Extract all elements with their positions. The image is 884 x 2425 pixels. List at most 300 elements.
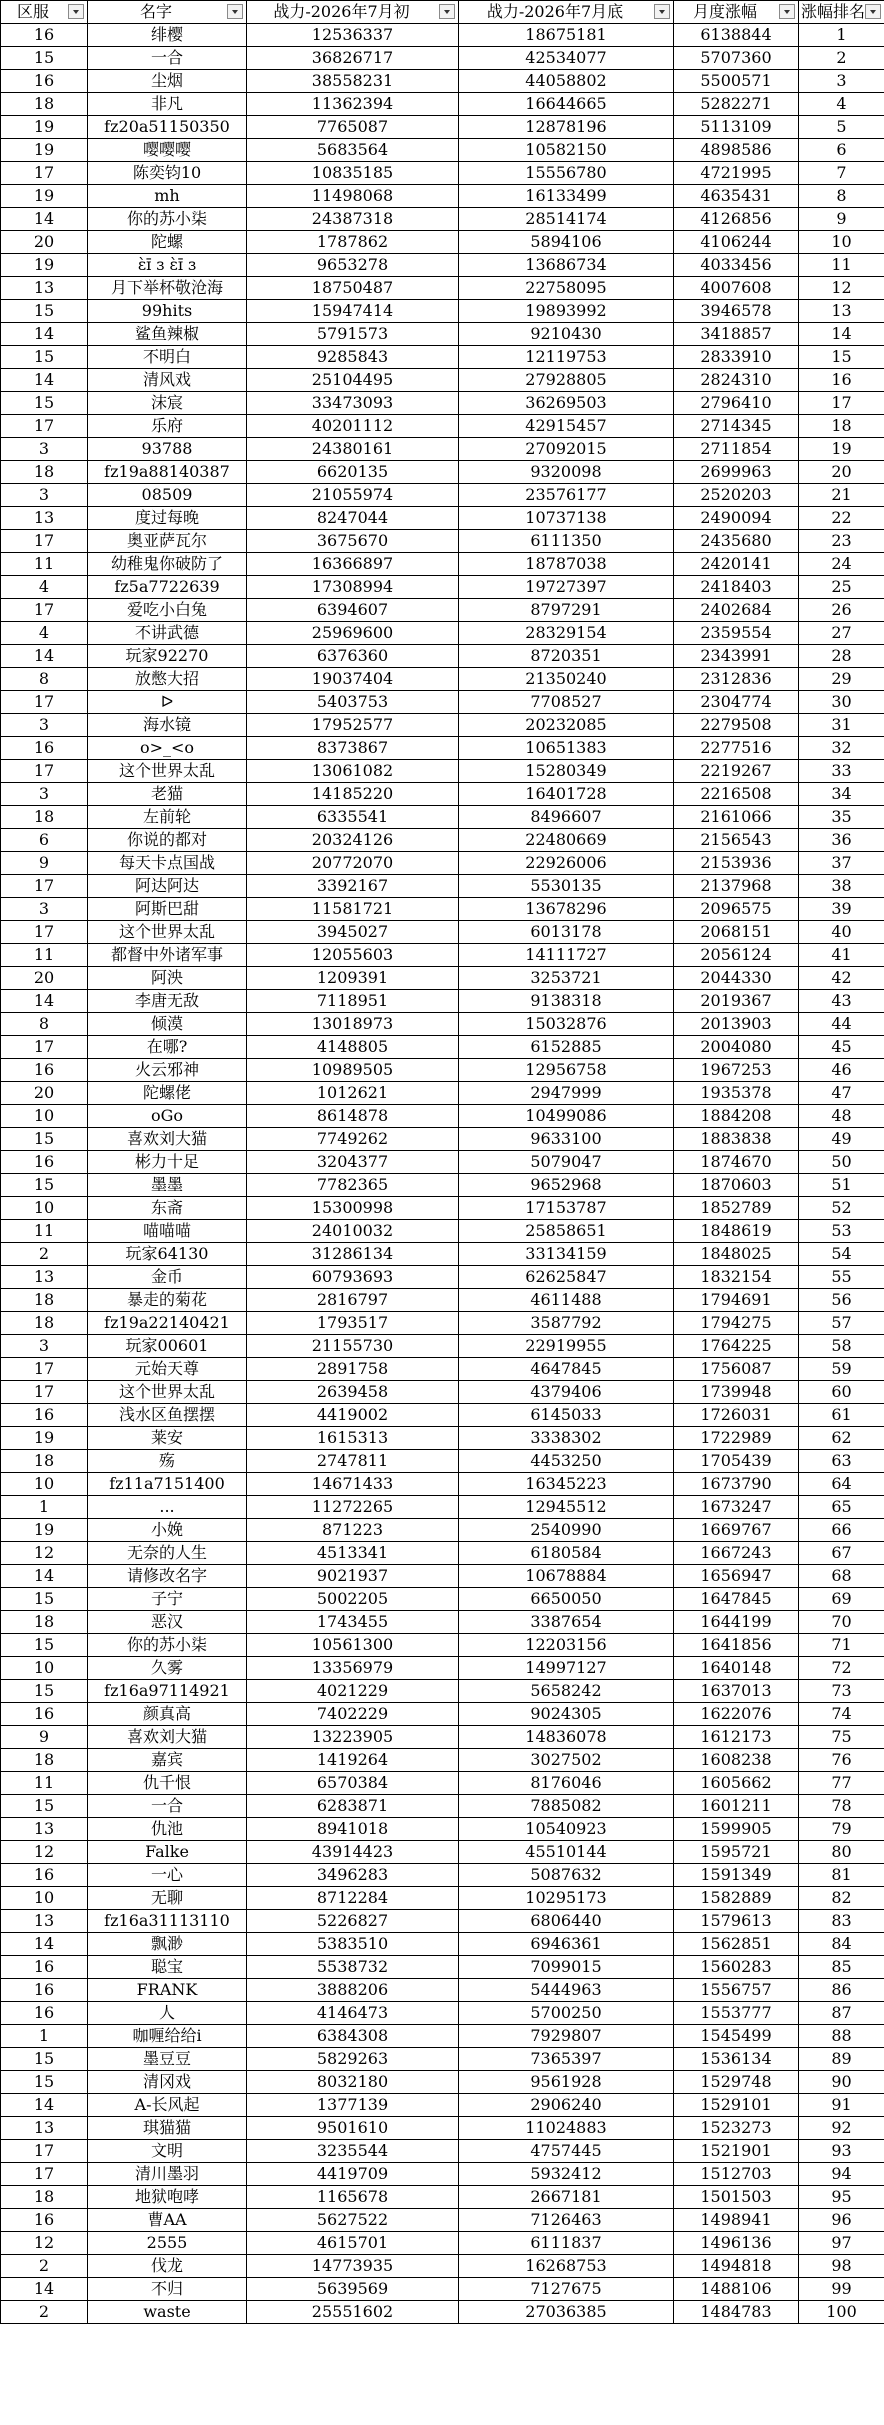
name-cell[interactable]: 伐龙 — [88, 2255, 247, 2278]
server-cell[interactable]: 4 — [1, 576, 88, 599]
power-start-cell[interactable]: 5683564 — [247, 139, 459, 162]
power-start-cell[interactable]: 1743455 — [247, 1611, 459, 1634]
power-end-cell[interactable]: 3338302 — [459, 1427, 674, 1450]
server-cell[interactable]: 18 — [1, 806, 88, 829]
power-end-cell[interactable]: 9320098 — [459, 461, 674, 484]
power-start-cell[interactable]: 1377139 — [247, 2094, 459, 2117]
monthly-gain-cell[interactable]: 2833910 — [674, 346, 799, 369]
power-start-cell[interactable]: 7782365 — [247, 1174, 459, 1197]
monthly-gain-cell[interactable]: 1640148 — [674, 1657, 799, 1680]
monthly-gain-cell[interactable]: 2277516 — [674, 737, 799, 760]
monthly-gain-cell[interactable]: 1608238 — [674, 1749, 799, 1772]
gain-rank-cell[interactable]: 68 — [799, 1565, 884, 1588]
name-cell[interactable]: 一合 — [88, 47, 247, 70]
power-end-cell[interactable]: 15556780 — [459, 162, 674, 185]
power-start-cell[interactable]: 7749262 — [247, 1128, 459, 1151]
power-start-cell[interactable]: 3888206 — [247, 1979, 459, 2002]
server-cell[interactable]: 11 — [1, 1220, 88, 1243]
server-cell[interactable]: 17 — [1, 760, 88, 783]
name-cell[interactable]: 殇 — [88, 1450, 247, 1473]
name-cell[interactable]: fz5a7722639 — [88, 576, 247, 599]
power-start-cell[interactable]: 5226827 — [247, 1910, 459, 1933]
server-cell[interactable]: 18 — [1, 1289, 88, 1312]
name-cell[interactable]: 一合 — [88, 1795, 247, 1818]
power-start-cell[interactable]: 40201112 — [247, 415, 459, 438]
gain-rank-cell[interactable]: 34 — [799, 783, 884, 806]
monthly-gain-cell[interactable]: 1494818 — [674, 2255, 799, 2278]
power-end-cell[interactable]: 20232085 — [459, 714, 674, 737]
power-end-cell[interactable]: 7126463 — [459, 2209, 674, 2232]
gain-rank-cell[interactable]: 89 — [799, 2048, 884, 2071]
monthly-gain-cell[interactable]: 1612173 — [674, 1726, 799, 1749]
monthly-gain-cell[interactable]: 1498941 — [674, 2209, 799, 2232]
gain-rank-cell[interactable]: 23 — [799, 530, 884, 553]
monthly-gain-cell[interactable]: 2824310 — [674, 369, 799, 392]
name-cell[interactable]: Falke — [88, 1841, 247, 1864]
power-start-cell[interactable]: 3392167 — [247, 875, 459, 898]
server-cell[interactable]: 16 — [1, 1703, 88, 1726]
power-end-cell[interactable]: 44058802 — [459, 70, 674, 93]
name-cell[interactable]: 尘烟 — [88, 70, 247, 93]
monthly-gain-cell[interactable]: 4635431 — [674, 185, 799, 208]
server-cell[interactable]: 16 — [1, 1979, 88, 2002]
gain-rank-cell[interactable]: 24 — [799, 553, 884, 576]
server-cell[interactable]: 20 — [1, 1082, 88, 1105]
power-start-cell[interactable]: 38558231 — [247, 70, 459, 93]
monthly-gain-cell[interactable]: 1545499 — [674, 2025, 799, 2048]
power-start-cell[interactable]: 25104495 — [247, 369, 459, 392]
gain-rank-cell[interactable]: 43 — [799, 990, 884, 1013]
server-cell[interactable]: 16 — [1, 737, 88, 760]
filter-dropdown-icon[interactable] — [439, 4, 455, 19]
name-cell[interactable]: 每天卡点国战 — [88, 852, 247, 875]
server-cell[interactable]: 13 — [1, 1910, 88, 1933]
gain-rank-cell[interactable]: 15 — [799, 346, 884, 369]
name-cell[interactable]: 绯樱 — [88, 24, 247, 47]
server-cell[interactable]: 3 — [1, 484, 88, 507]
gain-rank-cell[interactable]: 27 — [799, 622, 884, 645]
name-cell[interactable]: 清冈戏 — [88, 2071, 247, 2094]
name-cell[interactable]: 文明 — [88, 2140, 247, 2163]
server-cell[interactable]: 16 — [1, 2209, 88, 2232]
power-start-cell[interactable]: 1209391 — [247, 967, 459, 990]
name-cell[interactable]: 2555 — [88, 2232, 247, 2255]
gain-rank-cell[interactable]: 33 — [799, 760, 884, 783]
monthly-gain-cell[interactable]: 1484783 — [674, 2301, 799, 2324]
server-cell[interactable]: 8 — [1, 1013, 88, 1036]
gain-rank-cell[interactable]: 48 — [799, 1105, 884, 1128]
monthly-gain-cell[interactable]: 1599905 — [674, 1818, 799, 1841]
name-cell[interactable]: 陈奕钧10 — [88, 162, 247, 185]
name-cell[interactable]: 莱安 — [88, 1427, 247, 1450]
power-end-cell[interactable]: 6806440 — [459, 1910, 674, 1933]
name-cell[interactable]: 琪猫猫 — [88, 2117, 247, 2140]
server-cell[interactable]: 15 — [1, 392, 88, 415]
monthly-gain-cell[interactable]: 1582889 — [674, 1887, 799, 1910]
server-cell[interactable]: 14 — [1, 990, 88, 1013]
gain-rank-cell[interactable]: 53 — [799, 1220, 884, 1243]
name-cell[interactable]: fz11a7151400 — [88, 1473, 247, 1496]
gain-rank-cell[interactable]: 2 — [799, 47, 884, 70]
monthly-gain-cell[interactable]: 2096575 — [674, 898, 799, 921]
gain-rank-cell[interactable]: 11 — [799, 254, 884, 277]
power-start-cell[interactable]: 5639569 — [247, 2278, 459, 2301]
gain-rank-cell[interactable]: 66 — [799, 1519, 884, 1542]
power-end-cell[interactable]: 10295173 — [459, 1887, 674, 1910]
monthly-gain-cell[interactable]: 2153936 — [674, 852, 799, 875]
power-start-cell[interactable]: 12055603 — [247, 944, 459, 967]
power-start-cell[interactable]: 3204377 — [247, 1151, 459, 1174]
name-cell[interactable]: 你说的都对 — [88, 829, 247, 852]
gain-rank-cell[interactable]: 91 — [799, 2094, 884, 2117]
power-end-cell[interactable]: 6013178 — [459, 921, 674, 944]
server-cell[interactable]: 15 — [1, 300, 88, 323]
monthly-gain-cell[interactable]: 1722989 — [674, 1427, 799, 1450]
power-start-cell[interactable]: 871223 — [247, 1519, 459, 1542]
monthly-gain-cell[interactable]: 1673247 — [674, 1496, 799, 1519]
power-end-cell[interactable]: 9210430 — [459, 323, 674, 346]
monthly-gain-cell[interactable]: 1601211 — [674, 1795, 799, 1818]
power-start-cell[interactable]: 6376360 — [247, 645, 459, 668]
power-end-cell[interactable]: 12945512 — [459, 1496, 674, 1519]
power-start-cell[interactable]: 21155730 — [247, 1335, 459, 1358]
power-end-cell[interactable]: 7929807 — [459, 2025, 674, 2048]
power-start-cell[interactable]: 8712284 — [247, 1887, 459, 1910]
power-start-cell[interactable]: 2891758 — [247, 1358, 459, 1381]
power-end-cell[interactable]: 2906240 — [459, 2094, 674, 2117]
monthly-gain-cell[interactable]: 1501503 — [674, 2186, 799, 2209]
server-cell[interactable]: 6 — [1, 829, 88, 852]
name-cell[interactable]: 飘渺 — [88, 1933, 247, 1956]
power-end-cell[interactable]: 22919955 — [459, 1335, 674, 1358]
server-cell[interactable]: 10 — [1, 1197, 88, 1220]
power-end-cell[interactable]: 2667181 — [459, 2186, 674, 2209]
name-cell[interactable]: fz19a22140421 — [88, 1312, 247, 1335]
name-cell[interactable]: 东斋 — [88, 1197, 247, 1220]
name-cell[interactable]: 地狱咆哮 — [88, 2186, 247, 2209]
gain-rank-cell[interactable]: 32 — [799, 737, 884, 760]
gain-rank-cell[interactable]: 50 — [799, 1151, 884, 1174]
server-cell[interactable]: 16 — [1, 24, 88, 47]
power-end-cell[interactable]: 12119753 — [459, 346, 674, 369]
power-start-cell[interactable]: 8941018 — [247, 1818, 459, 1841]
power-end-cell[interactable]: 7127675 — [459, 2278, 674, 2301]
gain-rank-cell[interactable]: 88 — [799, 2025, 884, 2048]
gain-rank-cell[interactable]: 17 — [799, 392, 884, 415]
name-cell[interactable]: 你的苏小柒 — [88, 208, 247, 231]
power-end-cell[interactable]: 6111837 — [459, 2232, 674, 2255]
server-cell[interactable]: 16 — [1, 1151, 88, 1174]
server-cell[interactable]: 18 — [1, 2186, 88, 2209]
server-cell[interactable]: 4 — [1, 622, 88, 645]
name-cell[interactable]: 08509 — [88, 484, 247, 507]
power-end-cell[interactable]: 18675181 — [459, 24, 674, 47]
name-cell[interactable]: 曹AA — [88, 2209, 247, 2232]
power-end-cell[interactable]: 7885082 — [459, 1795, 674, 1818]
power-start-cell[interactable]: 14185220 — [247, 783, 459, 806]
monthly-gain-cell[interactable]: 1884208 — [674, 1105, 799, 1128]
name-cell[interactable]: 墨墨 — [88, 1174, 247, 1197]
name-cell[interactable]: 爱吃小白兔 — [88, 599, 247, 622]
power-end-cell[interactable]: 10678884 — [459, 1565, 674, 1588]
gain-rank-cell[interactable]: 5 — [799, 116, 884, 139]
power-start-cell[interactable]: 33473093 — [247, 392, 459, 415]
power-end-cell[interactable]: 23576177 — [459, 484, 674, 507]
power-end-cell[interactable]: 18787038 — [459, 553, 674, 576]
name-cell[interactable]: 清川墨羽 — [88, 2163, 247, 2186]
server-cell[interactable]: 18 — [1, 1312, 88, 1335]
power-end-cell[interactable]: 5894106 — [459, 231, 674, 254]
power-start-cell[interactable]: 11581721 — [247, 898, 459, 921]
name-cell[interactable]: waste — [88, 2301, 247, 2324]
power-start-cell[interactable]: 12536337 — [247, 24, 459, 47]
server-cell[interactable]: 11 — [1, 1772, 88, 1795]
gain-rank-cell[interactable]: 9 — [799, 208, 884, 231]
name-cell[interactable]: 喜欢刘大猫 — [88, 1128, 247, 1151]
power-end-cell[interactable]: 6152885 — [459, 1036, 674, 1059]
name-cell[interactable]: 左前轮 — [88, 806, 247, 829]
server-cell[interactable]: 8 — [1, 668, 88, 691]
gain-rank-cell[interactable]: 14 — [799, 323, 884, 346]
power-end-cell[interactable]: 5079047 — [459, 1151, 674, 1174]
gain-rank-cell[interactable]: 98 — [799, 2255, 884, 2278]
power-end-cell[interactable]: 10499086 — [459, 1105, 674, 1128]
server-cell[interactable]: 1 — [1, 1496, 88, 1519]
server-cell[interactable]: 16 — [1, 1864, 88, 1887]
power-start-cell[interactable]: 2747811 — [247, 1450, 459, 1473]
server-cell[interactable]: 9 — [1, 852, 88, 875]
power-start-cell[interactable]: 4513341 — [247, 1542, 459, 1565]
power-end-cell[interactable]: 19893992 — [459, 300, 674, 323]
power-start-cell[interactable]: 25551602 — [247, 2301, 459, 2324]
name-cell[interactable]: 度过每晚 — [88, 507, 247, 530]
name-cell[interactable]: 火云邪神 — [88, 1059, 247, 1082]
gain-rank-cell[interactable]: 18 — [799, 415, 884, 438]
name-cell[interactable]: 阿达阿达 — [88, 875, 247, 898]
power-start-cell[interactable]: 13018973 — [247, 1013, 459, 1036]
gain-rank-cell[interactable]: 69 — [799, 1588, 884, 1611]
power-start-cell[interactable]: 9501610 — [247, 2117, 459, 2140]
name-cell[interactable]: oGo — [88, 1105, 247, 1128]
power-end-cell[interactable]: 42915457 — [459, 415, 674, 438]
server-cell[interactable]: 19 — [1, 139, 88, 162]
monthly-gain-cell[interactable]: 1726031 — [674, 1404, 799, 1427]
name-cell[interactable]: 清风戏 — [88, 369, 247, 392]
name-cell[interactable]: fz20a51150350 — [88, 116, 247, 139]
power-end-cell[interactable]: 15280349 — [459, 760, 674, 783]
power-start-cell[interactable]: 24380161 — [247, 438, 459, 461]
power-start-cell[interactable]: 10835185 — [247, 162, 459, 185]
power-end-cell[interactable]: 5087632 — [459, 1864, 674, 1887]
server-cell[interactable]: 14 — [1, 208, 88, 231]
server-cell[interactable]: 17 — [1, 691, 88, 714]
gain-rank-cell[interactable]: 22 — [799, 507, 884, 530]
server-cell[interactable]: 13 — [1, 507, 88, 530]
server-cell[interactable]: 15 — [1, 1795, 88, 1818]
power-end-cell[interactable]: 12878196 — [459, 116, 674, 139]
power-end-cell[interactable]: 9138318 — [459, 990, 674, 1013]
gain-rank-cell[interactable]: 35 — [799, 806, 884, 829]
power-end-cell[interactable]: 27092015 — [459, 438, 674, 461]
power-start-cell[interactable]: 36826717 — [247, 47, 459, 70]
monthly-gain-cell[interactable]: 2420141 — [674, 553, 799, 576]
power-start-cell[interactable]: 4419002 — [247, 1404, 459, 1427]
power-start-cell[interactable]: 7118951 — [247, 990, 459, 1013]
server-cell[interactable]: 17 — [1, 599, 88, 622]
server-cell[interactable]: 15 — [1, 47, 88, 70]
name-cell[interactable]: 仇千恨 — [88, 1772, 247, 1795]
name-cell[interactable]: mh — [88, 185, 247, 208]
power-start-cell[interactable]: 11498068 — [247, 185, 459, 208]
gain-rank-cell[interactable]: 13 — [799, 300, 884, 323]
filter-dropdown-icon[interactable] — [779, 4, 795, 19]
name-cell[interactable]: 请修改名字 — [88, 1565, 247, 1588]
power-start-cell[interactable]: 8032180 — [247, 2071, 459, 2094]
monthly-gain-cell[interactable]: 2068151 — [674, 921, 799, 944]
monthly-gain-cell[interactable]: 1562851 — [674, 1933, 799, 1956]
monthly-gain-cell[interactable]: 2699963 — [674, 461, 799, 484]
gain-rank-cell[interactable]: 96 — [799, 2209, 884, 2232]
power-start-cell[interactable]: 6570384 — [247, 1772, 459, 1795]
gain-rank-cell[interactable]: 59 — [799, 1358, 884, 1381]
monthly-gain-cell[interactable]: 5500571 — [674, 70, 799, 93]
server-cell[interactable]: 16 — [1, 1404, 88, 1427]
gain-rank-cell[interactable]: 47 — [799, 1082, 884, 1105]
monthly-gain-cell[interactable]: 4898586 — [674, 139, 799, 162]
monthly-gain-cell[interactable]: 2156543 — [674, 829, 799, 852]
gain-rank-cell[interactable]: 87 — [799, 2002, 884, 2025]
power-end-cell[interactable]: 8797291 — [459, 599, 674, 622]
monthly-gain-cell[interactable]: 1595721 — [674, 1841, 799, 1864]
power-end-cell[interactable]: 10540923 — [459, 1818, 674, 1841]
power-end-cell[interactable]: 3387654 — [459, 1611, 674, 1634]
monthly-gain-cell[interactable]: 2137968 — [674, 875, 799, 898]
power-start-cell[interactable]: 24387318 — [247, 208, 459, 231]
power-end-cell[interactable]: 13686734 — [459, 254, 674, 277]
server-cell[interactable]: 19 — [1, 1519, 88, 1542]
monthly-gain-cell[interactable]: 1794275 — [674, 1312, 799, 1335]
power-end-cell[interactable]: 2947999 — [459, 1082, 674, 1105]
power-start-cell[interactable]: 17308994 — [247, 576, 459, 599]
gain-rank-cell[interactable]: 40 — [799, 921, 884, 944]
name-cell[interactable]: 彬力十足 — [88, 1151, 247, 1174]
monthly-gain-cell[interactable]: 1647845 — [674, 1588, 799, 1611]
monthly-gain-cell[interactable]: 1560283 — [674, 1956, 799, 1979]
server-cell[interactable]: 2 — [1, 2301, 88, 2324]
name-cell[interactable]: 子宁 — [88, 1588, 247, 1611]
power-end-cell[interactable]: 4647845 — [459, 1358, 674, 1381]
power-start-cell[interactable]: 2816797 — [247, 1289, 459, 1312]
gain-rank-cell[interactable]: 31 — [799, 714, 884, 737]
power-start-cell[interactable]: 3945027 — [247, 921, 459, 944]
server-cell[interactable]: 13 — [1, 2117, 88, 2140]
name-cell[interactable]: 老猫 — [88, 783, 247, 806]
gain-rank-cell[interactable]: 20 — [799, 461, 884, 484]
power-start-cell[interactable]: 1787862 — [247, 231, 459, 254]
power-end-cell[interactable]: 5444963 — [459, 1979, 674, 2002]
gain-rank-cell[interactable]: 62 — [799, 1427, 884, 1450]
monthly-gain-cell[interactable]: 1967253 — [674, 1059, 799, 1082]
power-start-cell[interactable]: 6394607 — [247, 599, 459, 622]
server-cell[interactable]: 3 — [1, 438, 88, 461]
power-start-cell[interactable]: 3675670 — [247, 530, 459, 553]
monthly-gain-cell[interactable]: 2435680 — [674, 530, 799, 553]
power-start-cell[interactable]: 16366897 — [247, 553, 459, 576]
power-start-cell[interactable]: 10989505 — [247, 1059, 459, 1082]
gain-rank-cell[interactable]: 97 — [799, 2232, 884, 2255]
gain-rank-cell[interactable]: 99 — [799, 2278, 884, 2301]
gain-rank-cell[interactable]: 49 — [799, 1128, 884, 1151]
gain-rank-cell[interactable]: 63 — [799, 1450, 884, 1473]
server-cell[interactable]: 15 — [1, 1174, 88, 1197]
power-start-cell[interactable]: 14671433 — [247, 1473, 459, 1496]
gain-rank-cell[interactable]: 4 — [799, 93, 884, 116]
power-start-cell[interactable]: 43914423 — [247, 1841, 459, 1864]
gain-rank-cell[interactable]: 8 — [799, 185, 884, 208]
gain-rank-cell[interactable]: 28 — [799, 645, 884, 668]
monthly-gain-cell[interactable]: 1644199 — [674, 1611, 799, 1634]
power-end-cell[interactable]: 45510144 — [459, 1841, 674, 1864]
power-start-cell[interactable]: 5002205 — [247, 1588, 459, 1611]
power-end-cell[interactable]: 36269503 — [459, 392, 674, 415]
gain-rank-cell[interactable]: 51 — [799, 1174, 884, 1197]
power-start-cell[interactable]: 2639458 — [247, 1381, 459, 1404]
power-end-cell[interactable]: 12956758 — [459, 1059, 674, 1082]
power-start-cell[interactable]: 20324126 — [247, 829, 459, 852]
power-end-cell[interactable]: 22926006 — [459, 852, 674, 875]
server-cell[interactable]: 14 — [1, 2094, 88, 2117]
gain-rank-cell[interactable]: 58 — [799, 1335, 884, 1358]
power-start-cell[interactable]: 1419264 — [247, 1749, 459, 1772]
power-end-cell[interactable]: 12203156 — [459, 1634, 674, 1657]
monthly-gain-cell[interactable]: 1536134 — [674, 2048, 799, 2071]
server-cell[interactable]: 17 — [1, 415, 88, 438]
gain-rank-cell[interactable]: 83 — [799, 1910, 884, 1933]
server-cell[interactable]: 12 — [1, 2232, 88, 2255]
name-cell[interactable]: 玩家64130 — [88, 1243, 247, 1266]
power-start-cell[interactable]: 5538732 — [247, 1956, 459, 1979]
name-cell[interactable]: 无聊 — [88, 1887, 247, 1910]
server-cell[interactable]: 1 — [1, 2025, 88, 2048]
power-end-cell[interactable]: 19727397 — [459, 576, 674, 599]
gain-rank-cell[interactable]: 19 — [799, 438, 884, 461]
power-end-cell[interactable]: 10582150 — [459, 139, 674, 162]
power-end-cell[interactable]: 4757445 — [459, 2140, 674, 2163]
power-end-cell[interactable]: 3253721 — [459, 967, 674, 990]
server-cell[interactable]: 17 — [1, 1358, 88, 1381]
name-cell[interactable]: ... — [88, 1496, 247, 1519]
gain-rank-cell[interactable]: 56 — [799, 1289, 884, 1312]
power-end-cell[interactable]: 6650050 — [459, 1588, 674, 1611]
power-start-cell[interactable]: 4148805 — [247, 1036, 459, 1059]
name-cell[interactable]: 不明白 — [88, 346, 247, 369]
gain-rank-cell[interactable]: 38 — [799, 875, 884, 898]
monthly-gain-cell[interactable]: 2004080 — [674, 1036, 799, 1059]
monthly-gain-cell[interactable]: 5707360 — [674, 47, 799, 70]
name-cell[interactable]: 阿斯巴甜 — [88, 898, 247, 921]
server-cell[interactable]: 17 — [1, 1381, 88, 1404]
gain-rank-cell[interactable]: 94 — [799, 2163, 884, 2186]
monthly-gain-cell[interactable]: 1852789 — [674, 1197, 799, 1220]
monthly-gain-cell[interactable]: 2402684 — [674, 599, 799, 622]
power-start-cell[interactable]: 1793517 — [247, 1312, 459, 1335]
gain-rank-cell[interactable]: 26 — [799, 599, 884, 622]
server-cell[interactable]: 10 — [1, 1657, 88, 1680]
monthly-gain-cell[interactable]: 1705439 — [674, 1450, 799, 1473]
power-start-cell[interactable]: 11272265 — [247, 1496, 459, 1519]
name-cell[interactable]: 幼稚鬼你破防了 — [88, 553, 247, 576]
monthly-gain-cell[interactable]: 2520203 — [674, 484, 799, 507]
